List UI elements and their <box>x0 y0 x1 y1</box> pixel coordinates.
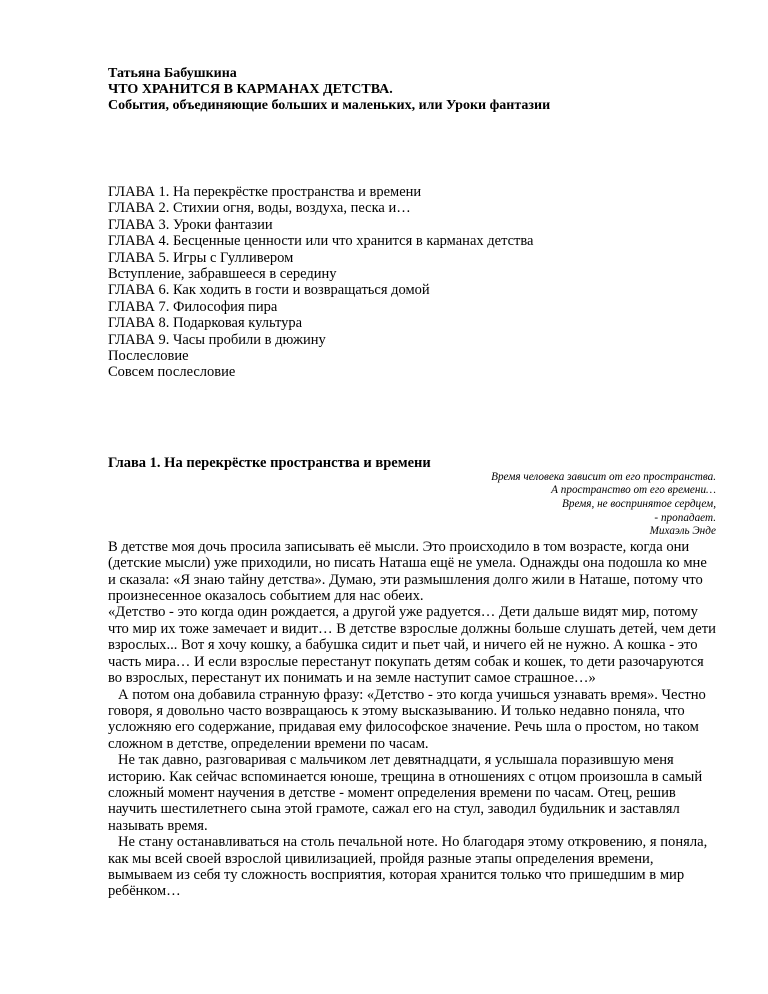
chapter-heading: Глава 1. На перекрёстке пространства и времени <box>108 454 431 471</box>
chapter-body <box>108 539 718 900</box>
paragraph: А потом она добавила странную фразу: «Детство - это когда учишься узнавать время». Честно говоря, я довольно часто возвращаюсь к этому высказыванию. И только недавно поняла, что усложняю его содержание, придавая ему философское значение. Речь шла о простом, но таком сложном в детстве, определении времени по часам. <box>108 686 706 752</box>
epigraph-line: - пропадает. <box>654 511 716 524</box>
toc-item: ГЛАВА 5. Игры с Гулливером <box>108 249 294 266</box>
toc-item: ГЛАВА 9. Часы пробили в дюжину <box>108 331 326 348</box>
epigraph-line: Время, не воспринятое сердцем, <box>562 498 716 511</box>
author-name: Татьяна Бабушкина <box>108 66 237 81</box>
paragraph: «Детство - это когда один рождается, а другой уже радуется… Дети дальше видят мир, потому что мир их тоже замечает и видит… В детстве взрослые должны больше слушать детей, чем дети взрослых... Вот я хочу кошку, а бабушка сидит и пьет чай, и ничего ей не нужно. А кошка - это часть мира… И если взрослые перестанут покупать детям собак и кошек, то дети разочаруются во взрослых, перестанут их понимать и на земле наступит самое страшное…» <box>108 604 716 687</box>
toc-item: Совсем послесловие <box>108 364 236 381</box>
toc-item: Послесловие <box>108 348 189 365</box>
book-title: ЧТО ХРАНИТСЯ В КАРМАНАХ ДЕТСТВА. <box>108 82 393 97</box>
book-subtitle: События, объединяющие больших и маленьких, или Уроки фантазии <box>108 98 551 113</box>
document-page <box>108 66 718 900</box>
epigraph <box>108 471 716 539</box>
toc-item: Вступление, забравшееся в середину <box>108 266 337 283</box>
epigraph-line: А пространство от его времени… <box>551 484 716 497</box>
epigraph-author: Михаэль Энде <box>649 525 716 538</box>
toc-item: ГЛАВА 6. Как ходить в гости и возвращаться домой <box>108 282 430 299</box>
paragraph: Не стану останавливаться на столь печальной ноте. Но благодаря этому откровению, я поняла, как мы всей своей взрослой цивилизацией, пройдя разные этапы определения времени, вымываем из себя ту сложность восприятия, которая хранится только что пришедшим в мир ребёнком… <box>108 834 708 900</box>
toc-item: ГЛАВА 1. На перекрёстке пространства и времени <box>108 184 422 200</box>
toc-item: ГЛАВА 2. Стихии огня, воды, воздуха, песка и… <box>108 200 411 217</box>
paragraph: В детстве моя дочь просила записывать её мысли. Это происходило в том возрасте, когда они (детские мысли) уже приходили, но писать Наташа ещё не умела. Однажды она подошла ко мне и сказала: «Я знаю тайну детства». Думаю, эти размышления долго жили в Наташе, потому что произнесенное оказалось событием для нас обеих. <box>108 538 707 605</box>
toc-item: ГЛАВА 4. Бесценные ценности или что хранится в карманах детства <box>108 233 534 250</box>
table-of-contents <box>108 184 718 381</box>
paragraph: Не так давно, разговаривая с мальчиком лет девятнадцати, я услышала поразившую меня историю. Как сейчас вспоминается юноше, трещина в отношениях с отцом произошла в самый сложный момент научения в детстве - момент определения времени по часам. Отец, решив научить шестилетнего сына этой грамоте, сажал его на стул, заводил будильник и заставлял называть время. <box>108 752 703 834</box>
toc-item: ГЛАВА 8. Подарковая культура <box>108 315 303 332</box>
toc-item: ГЛАВА 3. Уроки фантазии <box>108 216 273 233</box>
toc-item: ГЛАВА 7. Философия пира <box>108 298 278 315</box>
epigraph-line: Время человека зависит от его пространства. <box>491 470 716 483</box>
